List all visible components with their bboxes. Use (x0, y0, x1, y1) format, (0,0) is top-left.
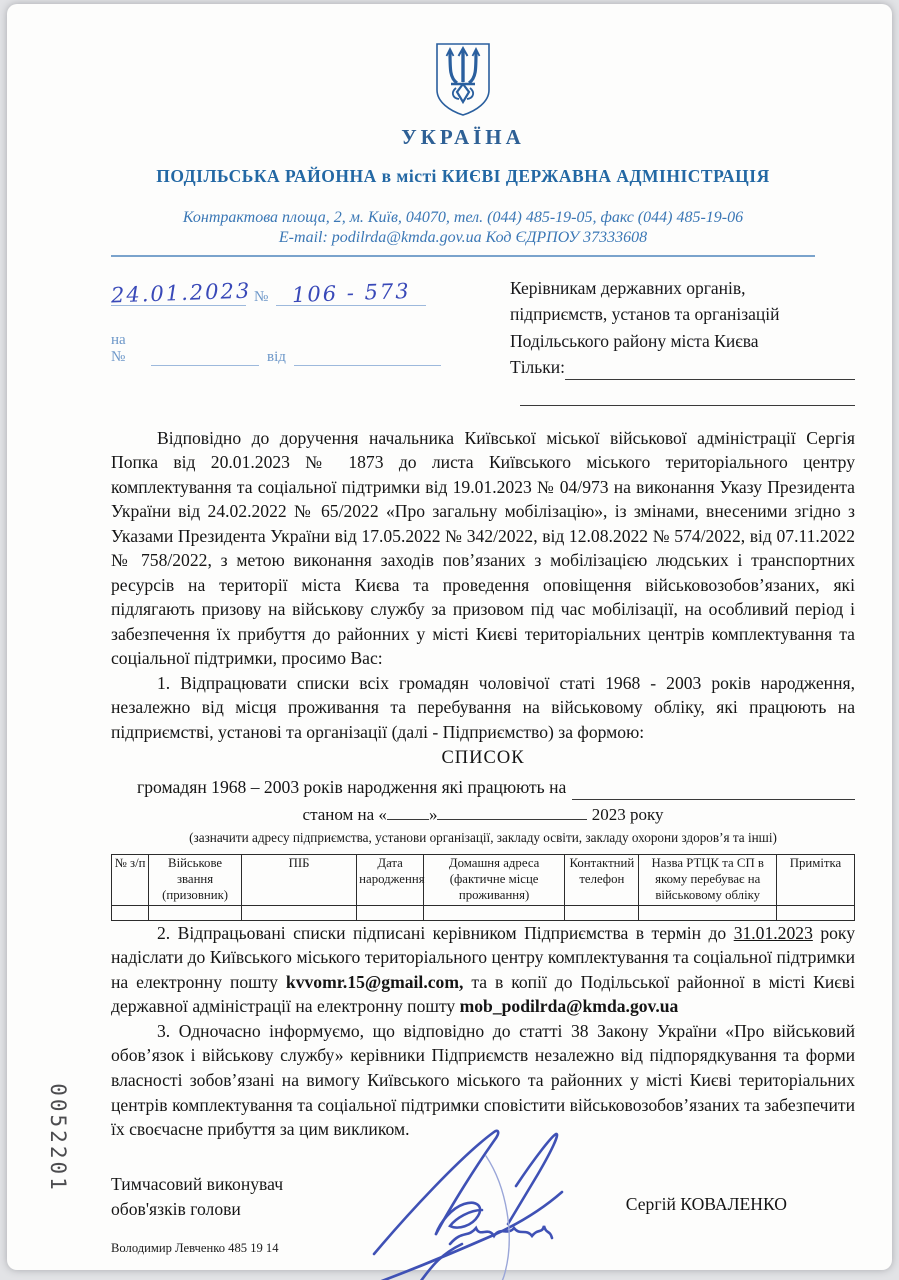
document-date-handwritten: 24.01.2023 (110, 278, 252, 308)
addressee-line: Керівникам державних органів, (510, 278, 746, 298)
list-date-line (111, 802, 855, 827)
paragraph-1: Відповідно до доручення начальника Київської міської військової адміністрації Сергія Попка від 20.01.2023 № 1873 до листа Київського міського територіального центру комплектування та соціальної підтримки від 19.01.2023 № 04/973 на виконання Указу Президента України від 24.02.2022 № 65/2022 «Про загальну мобілізацію», із змінами, внесеними згідно з Указами Президента України від 17.05.2022 № 342/2022, від 12.08.2022 № 574/2022, від 07.11.2022 № 758/2022, з метою виконання заходів пов’язаних з мобілізацією людських і транспортних ресурсів на території міста Києва та проведення оповіщення військовозобов’язаних, які підлягають призову на військову службу за призовом під час мобілізації, на особливий період і забезпечення їх прибуття до районних у місті Києві територіальних центрів комплектування та соціальної підтримки, просимо Вас: (111, 427, 855, 669)
list-table (111, 854, 855, 921)
reference-block (111, 275, 441, 406)
document-page (7, 4, 892, 1270)
list-date-prefix: станом на « (302, 804, 387, 824)
addressee-block (510, 275, 855, 406)
paragraph-2: 2. Відпрацьовані списки підписані керівником Підприємства в термін до 31.01.2023 року надіслати до Київського міського територіального центру комплектування та соціальної підтримки на електронну пошту kvvomr.15@gmail.com, та в копії до Подільської районної в місті Києві державної адміністрації на електронну пошту mob_podilrda@kmda.gov.ua (111, 922, 856, 1017)
only-blank-2 (520, 380, 855, 406)
list-note: (зазначити адресу підприємства, установи організації, закладу освіти, закладу охорони здоров’я та інші) (189, 830, 777, 846)
email-line: E-mail: podilrda@kmda.gov.ua Код ЄДРПОУ 37333608 (278, 229, 648, 246)
organization-title: ПОДІЛЬСЬКА РАЙОННА в місті КИЄВІ ДЕРЖАВНА АДМІНІСТРАЦІЯ (156, 166, 770, 186)
signer-name: Сергій КОВАЛЕНКО (625, 1193, 787, 1214)
handwritten-signature (366, 1126, 616, 1280)
col-military-rank: Військове звання (призовник) (149, 854, 242, 905)
paragraph-3: 3. Одночасно інформуємо, що відповідно до статті 38 Закону України «Про військовий обов’язок і військову службу» керівники Підприємств незалежно від підпорядкування та форми власності зобов’язані на вимогу Київського міського та районних у місті Києві територіальних центрів комплектування та соціальної підтримки сповістити військовозобов’язаних та забезпечити їх своєчасне прибуття за цим викликом. (111, 1020, 855, 1140)
letter-body (111, 426, 855, 1142)
day-blank (387, 802, 429, 820)
from-label: від (267, 349, 286, 365)
col-number: № з/п (112, 854, 149, 905)
list-subtitle: громадян 1968 – 2003 років народження які працюють на (137, 777, 567, 798)
country-label: УКРАЇНА (401, 125, 525, 149)
registration-stamp-area (45, 1074, 83, 1204)
deadline-date: 31.01.2023 (733, 922, 813, 943)
letterhead-divider (111, 255, 815, 257)
col-phone: Контактний телефон (565, 854, 639, 905)
addressee-line: підприємств, установ та організацій (510, 304, 780, 325)
reference-row (111, 275, 855, 406)
signature-row (111, 1172, 855, 1257)
email-kvvomr: kvvomr.15@gmail.com, (285, 971, 464, 992)
only-label: Тільки: (510, 356, 565, 377)
registration-number-stamp: 0052201 (45, 1083, 70, 1193)
document-number-handwritten: 106 - 573 (276, 281, 426, 306)
addressee-line: Подільського району міста Києва (510, 330, 759, 351)
paragraph-item-1: 1. Відпрацювати списки всіх громадян чоловічої статі 1968 - 2003 років народження, незалежно від місця проживання та перебування на військовому обліку, які працюють на підприємстві, установі та організації (далі - Підприємство) за формою: (111, 672, 855, 742)
list-title: СПИСОК (441, 748, 525, 769)
col-birth-date: Дата народження (357, 854, 424, 905)
ukraine-trident-emblem (432, 42, 494, 123)
only-blank (565, 359, 855, 380)
on-number-label: на № (111, 332, 126, 365)
list-subtitle-line (111, 775, 855, 800)
letterhead (111, 42, 815, 257)
on-number-blank (151, 350, 259, 366)
number-sign: № (254, 289, 269, 305)
signer-title-line2: обов'язків голови (111, 1199, 241, 1220)
address-line: Контрактова площа, 2, м. Київ, 04070, тел. (044) 485-19-05, факс (044) 485-19-06 (182, 209, 744, 226)
list-date-suffix: 2023 року (591, 804, 664, 824)
list-date-quote: » (428, 804, 438, 824)
table-header-row (112, 854, 855, 905)
month-blank (437, 802, 587, 820)
signer-title (111, 1172, 283, 1257)
col-home-address: Домашня адреса (фактичне місце проживання) (424, 854, 565, 905)
table-empty-row (112, 905, 855, 920)
company-name-blank (572, 779, 855, 800)
email-mob-podilrda: mob_podilrda@kmda.gov.ua (459, 996, 679, 1017)
from-blank (294, 350, 441, 366)
col-full-name: ПІБ (242, 854, 357, 905)
signer-title-line1: Тимчасовий виконувач (111, 1173, 284, 1194)
col-note: Примітка (776, 854, 854, 905)
executor-line: Володимир Левченко 485 19 14 (111, 1240, 279, 1255)
col-rtck-name: Назва РТЦК та СП в якому перебуває на військовому обліку (639, 854, 776, 905)
